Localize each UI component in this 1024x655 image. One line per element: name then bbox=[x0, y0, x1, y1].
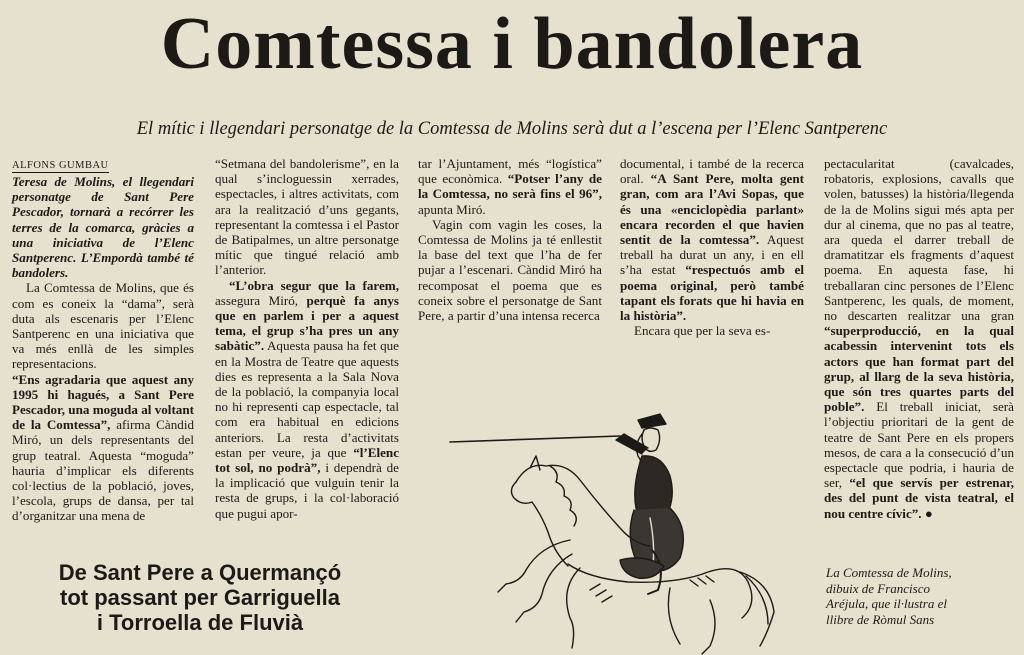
body-paragraph: tar l’Ajuntament, més “logística” que econòmica. “Potser l’any de la Comtessa, no serà fins el 96”, apunta Miró. bbox=[418, 156, 602, 217]
illustration-caption: La Comtessa de Molins, dibuix de Francisco Aréjula, que il·lustra el llibre de Ròmul Sans bbox=[826, 565, 952, 627]
body-paragraph: “L’obra segur que la farem, assegura Miró, perquè fa anys que en parlem i per a aquest tema, el grup s’ha pres un any sabàtic”. Aquesta pausa ha fet que en la Mostra de Teatre que aquests dies es representa a la Sala Nova de la població, la companyia local no hi representi cap espectacle, tal com era habitual en edicions anteriors. La resta d’activitats estan per veure, ja que “l’Elenc tot sol, no podrà”, i dependrà de la implicació que vulguin tenir la resta de grups, i la col·laboració que pugui apor- bbox=[215, 277, 400, 521]
article-column-3 bbox=[418, 156, 602, 323]
body-paragraph: “Ens agradaria que aquest any 1995 hi hagués, a Sant Pere Pescador, una moguda al voltant de la Comtessa”, afirma Càndid Miró, un dels representants del grup teatral. Aquesta “moguda” hauria d’implicar els diferents col·lectius de la població, joves, l’escola, grups de dansa, per tal d’organitzar una mena de bbox=[12, 371, 195, 524]
body-paragraph: Encara que per la seva es- bbox=[634, 323, 771, 339]
body-paragraph: documental, i també de la recerca oral. “A Sant Pere, molta gent gran, com ara l’Avi Sopas, que és una «enciclopèdia parlant» encara recorden el que havien sentit de la comtessa”. Aquest treball ha durat un any, i en ell s’ha estat “respectuós amb el poema original, però també tapant els forats que hi havia en la història”. bbox=[620, 156, 805, 324]
article-column-4 bbox=[620, 156, 804, 338]
end-mark-icon: ● bbox=[921, 505, 933, 521]
body-paragraph: pectacularitat (cavalcades, robatoris, explosions, cavalls que volen, batusses) la història/llegenda de la de Molins sigui més apta per dur al cinema, que no pas al teatre, ara queda el darrer treball de dramatitzar els fragments d’aquest poema. En aquesta fase, hi treballaran cinc persones de l’Elenc Santperenc, les quals, de moment, no descarten realitzar una gran “superproducció, en la qual acabessin intervenint tots els actors que han format part del grup, al llarg de la seva història, que són tres quartes parts del poble”. El treball iniciat, serà l’objectiu prioritari de la gent de teatre de Sant Pere en els propers mesos, de cara a la consecució d’un espectacle que podria, i hauria de ser, “el que servís per estrenar, des del punt de vista teatral, el nou centre cívic”. ● bbox=[824, 156, 1014, 521]
body-paragraph: La Comtessa de Molins, que és com es coneix la “dama”, serà duta als escenaris per l’Elenc Santperenc en una iniciativa que va més enllà de les simples representacions. bbox=[12, 280, 194, 372]
byline: ALFONS GUMBAU bbox=[12, 160, 109, 171]
lead-paragraph: Teresa de Molins, el llegendari personatge de Sant Pere Pescador, tornarà a recórrer les terres de la comarca, gràcies a una iniciativa de l’Elenc Santperenc. L’Empordà també té bandolers. bbox=[12, 174, 194, 281]
body-paragraph: Vagin com vagin les coses, la Comtessa de Molins ja té enllestit la base del text que l’ha de fer pujar a l’escenari. Càndid Miró ha recomposat el poema que es coneix sobre el personatge de Sant Pere, a partir d’una intensa recerca bbox=[418, 216, 602, 324]
article-column-5 bbox=[824, 156, 1014, 521]
article-column-1 bbox=[12, 156, 194, 524]
headline: Comtessa i bandolera bbox=[160, 3, 864, 85]
countess-on-horse-illustration bbox=[420, 400, 800, 655]
subheadline: El mític i llegendari personatge de la Comtessa de Molins serà dut a l’escena per l’Elenc Santperenc bbox=[136, 119, 888, 139]
sidebar-headline: De Sant Pere a Quermançó tot passant per Garriguella i Torroella de Fluvià bbox=[58, 560, 342, 635]
body-paragraph: “Setmana del bandolerisme”, en la qual s’incloguessin xerrades, espectacles, i altres activitats, com ara la realització d’uns gegants, representant la comtessa i el Pastor de Batipalmes, un altre personatge mític que tingué relació amb l’anterior. bbox=[215, 156, 399, 278]
article-column-2 bbox=[215, 156, 399, 521]
